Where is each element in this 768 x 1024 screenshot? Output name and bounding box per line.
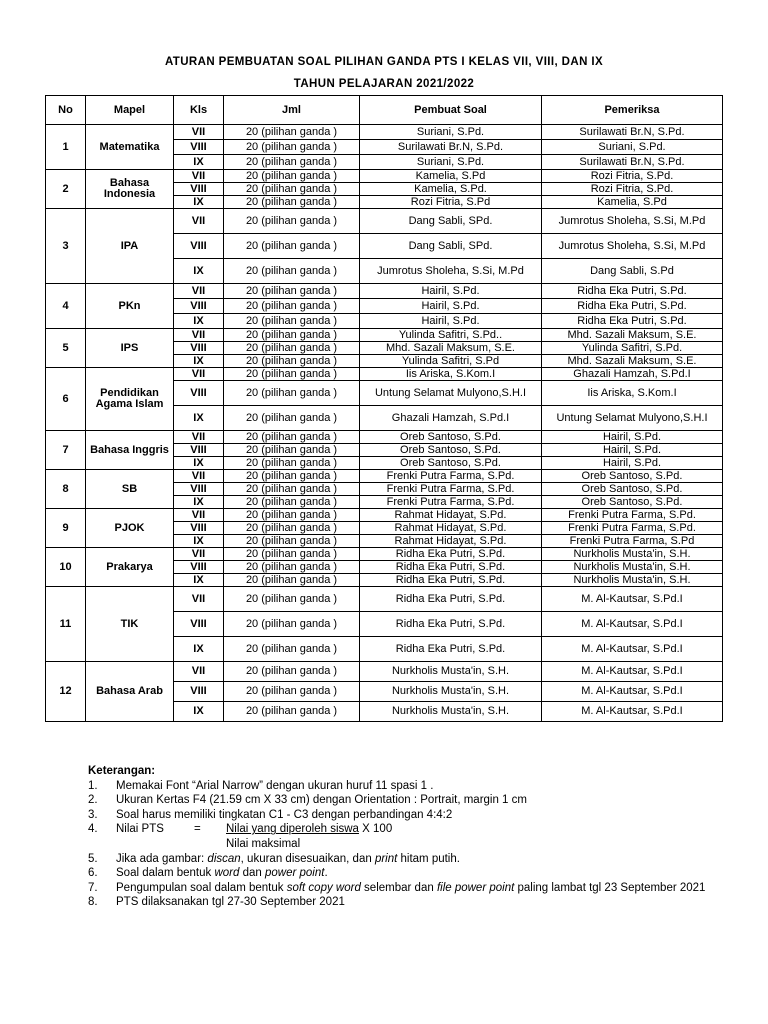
cell-jml: 20 (pilihan ganda ) — [224, 299, 360, 314]
cell-pemeriksa: Ridha Eka Putri, S.Pd. — [542, 299, 723, 314]
cell-pemeriksa: Hairil, S.Pd. — [542, 444, 723, 457]
cell-pemeriksa: Jumrotus Sholeha, S.Si, M.Pd — [542, 209, 723, 234]
cell-jml: 20 (pilihan ganda ) — [224, 406, 360, 431]
cell-pembuat-soal: Surilawati Br.N, S.Pd. — [360, 140, 542, 155]
cell-kls: IX — [174, 535, 224, 548]
cell-pemeriksa: Ridha Eka Putri, S.Pd. — [542, 314, 723, 329]
header-pembuat-soal: Pembuat Soal — [360, 96, 542, 125]
note-text-italic: word — [214, 867, 240, 880]
cell-pembuat-soal: Frenki Putra Farma, S.Pd. — [360, 470, 542, 483]
note-text-part: selembar dan — [360, 881, 437, 894]
cell-pemeriksa: Nurkholis Musta'in, S.H. — [542, 561, 723, 574]
cell-pembuat-soal: Kamelia, S.Pd — [360, 170, 542, 183]
cell-mapel: Bahasa Indonesia — [86, 170, 174, 209]
cell-pembuat-soal: Oreb Santoso, S.Pd. — [360, 431, 542, 444]
formula-multiplier: X 100 — [362, 823, 393, 836]
cell-no: 6 — [46, 368, 86, 431]
note-text-part: paling lambat tgl 23 September 2021 — [514, 881, 706, 894]
note-number: 6. — [88, 867, 98, 880]
note-text-italic: power point — [264, 867, 325, 880]
cell-kls: VIII — [174, 381, 224, 406]
cell-pemeriksa: Dang Sabli, S.Pd — [542, 259, 723, 284]
cell-kls: IX — [174, 196, 224, 209]
cell-pemeriksa: Hairil, S.Pd. — [542, 457, 723, 470]
cell-no: 7 — [46, 431, 86, 470]
cell-jml: 20 (pilihan ganda ) — [224, 125, 360, 140]
rules-table — [45, 95, 723, 722]
note-item — [88, 881, 728, 896]
cell-jml: 20 (pilihan ganda ) — [224, 209, 360, 234]
cell-kls: VII — [174, 431, 224, 444]
cell-no: 3 — [46, 209, 86, 284]
table-row — [46, 662, 723, 682]
document-subtitle: TAHUN PELAJARAN 2021/2022 — [293, 78, 475, 90]
note-text-italic: print — [374, 852, 398, 865]
cell-pemeriksa: M. Al-Kautsar, S.Pd.I — [542, 702, 723, 722]
cell-pembuat-soal: Untung Selamat Mulyono,S.H.I — [360, 381, 542, 406]
note-text-italic: file power point — [436, 881, 515, 894]
cell-pembuat-soal: Ridha Eka Putri, S.Pd. — [360, 612, 542, 637]
cell-mapel: Bahasa Inggris — [86, 431, 174, 470]
cell-jml: 20 (pilihan ganda ) — [224, 431, 360, 444]
cell-pemeriksa: M. Al-Kautsar, S.Pd.I — [542, 682, 723, 702]
cell-jml: 20 (pilihan ganda ) — [224, 548, 360, 561]
cell-kls: IX — [174, 355, 224, 368]
table-header-row — [46, 96, 723, 125]
cell-pemeriksa: Nurkholis Musta'in, S.H. — [542, 548, 723, 561]
cell-no: 8 — [46, 470, 86, 509]
note-number: 8. — [88, 896, 98, 909]
cell-kls: IX — [174, 259, 224, 284]
cell-pembuat-soal: Oreb Santoso, S.Pd. — [360, 444, 542, 457]
cell-kls: VII — [174, 125, 224, 140]
cell-kls: VIII — [174, 522, 224, 535]
cell-pemeriksa: Hairil, S.Pd. — [542, 431, 723, 444]
cell-no: 9 — [46, 509, 86, 548]
cell-pemeriksa: Rozi Fitria, S.Pd. — [542, 170, 723, 183]
formula-label: Nilai PTS — [116, 823, 164, 836]
cell-kls: IX — [174, 574, 224, 587]
cell-pembuat-soal: Nurkholis Musta'in, S.H. — [360, 702, 542, 722]
cell-jml: 20 (pilihan ganda ) — [224, 155, 360, 170]
cell-kls: VIII — [174, 444, 224, 457]
cell-pemeriksa: Rozi Fitria, S.Pd. — [542, 183, 723, 196]
note-item-formula — [88, 822, 728, 851]
cell-jml: 20 (pilihan ganda ) — [224, 170, 360, 183]
cell-mapel: Bahasa Arab — [86, 662, 174, 722]
header-kls: Kls — [174, 96, 224, 125]
cell-pembuat-soal: Nurkholis Musta'in, S.H. — [360, 662, 542, 682]
cell-pembuat-soal: Mhd. Sazali Maksum, S.E. — [360, 342, 542, 355]
cell-jml: 20 (pilihan ganda ) — [224, 183, 360, 196]
cell-pembuat-soal: Frenki Putra Farma, S.Pd. — [360, 496, 542, 509]
cell-jml: 20 (pilihan ganda ) — [224, 612, 360, 637]
note-text-part: . — [324, 867, 328, 880]
cell-kls: IX — [174, 155, 224, 170]
cell-no: 12 — [46, 662, 86, 722]
note-item — [88, 779, 728, 794]
note-item — [88, 793, 728, 808]
cell-pembuat-soal: Oreb Santoso, S.Pd. — [360, 457, 542, 470]
table-row — [46, 170, 723, 183]
header-mapel: Mapel — [86, 96, 174, 125]
cell-kls: VIII — [174, 234, 224, 259]
cell-mapel: IPA — [86, 209, 174, 284]
cell-pembuat-soal: Iis Ariska, S.Kom.I — [360, 368, 542, 381]
cell-pembuat-soal: Dang Sabli, SPd. — [360, 234, 542, 259]
formula-denominator: Nilai maksimal — [226, 837, 301, 850]
note-number: 7. — [88, 881, 98, 894]
note-text-italic: discan — [207, 852, 241, 865]
cell-jml: 20 (pilihan ganda ) — [224, 444, 360, 457]
cell-pemeriksa: Mhd. Sazali Maksum, S.E. — [542, 355, 723, 368]
notes-section — [88, 764, 728, 910]
cell-pemeriksa: Oreb Santoso, S.Pd. — [542, 470, 723, 483]
cell-pembuat-soal: Rozi Fitria, S.Pd — [360, 196, 542, 209]
note-number: 5. — [88, 852, 98, 865]
note-text-part: hitam putih. — [397, 852, 460, 865]
cell-mapel: IPS — [86, 329, 174, 368]
cell-pemeriksa: Nurkholis Musta'in, S.H. — [542, 574, 723, 587]
cell-kls: VII — [174, 170, 224, 183]
cell-pembuat-soal: Rahmat Hidayat, S.Pd. — [360, 535, 542, 548]
cell-mapel: Prakarya — [86, 548, 174, 587]
cell-jml: 20 (pilihan ganda ) — [224, 535, 360, 548]
cell-pembuat-soal: Hairil, S.Pd. — [360, 299, 542, 314]
cell-pembuat-soal: Rahmat Hidayat, S.Pd. — [360, 522, 542, 535]
cell-pembuat-soal: Ridha Eka Putri, S.Pd. — [360, 574, 542, 587]
table-row — [46, 209, 723, 234]
cell-pemeriksa: Ghazali Hamzah, S.Pd.I — [542, 368, 723, 381]
note-text-part: Soal dalam bentuk — [116, 867, 215, 880]
cell-mapel: PJOK — [86, 509, 174, 548]
cell-pemeriksa: Oreb Santoso, S.Pd. — [542, 496, 723, 509]
note-text-italic: soft copy word — [286, 881, 361, 894]
cell-jml: 20 (pilihan ganda ) — [224, 561, 360, 574]
notes-heading: Keterangan: — [88, 765, 156, 777]
cell-jml: 20 (pilihan ganda ) — [224, 637, 360, 662]
cell-pembuat-soal: Ridha Eka Putri, S.Pd. — [360, 561, 542, 574]
cell-pembuat-soal: Hairil, S.Pd. — [360, 314, 542, 329]
note-item — [88, 852, 728, 867]
header-pemeriksa: Pemeriksa — [542, 96, 723, 125]
note-text-part: dan — [239, 867, 265, 880]
cell-no: 4 — [46, 284, 86, 329]
cell-jml: 20 (pilihan ganda ) — [224, 381, 360, 406]
cell-kls: IX — [174, 457, 224, 470]
cell-kls: VII — [174, 509, 224, 522]
cell-jml: 20 (pilihan ganda ) — [224, 284, 360, 299]
formula-fraction — [226, 822, 359, 851]
cell-mapel: Pendidikan Agama Islam — [86, 368, 174, 431]
cell-pemeriksa: M. Al-Kautsar, S.Pd.I — [542, 612, 723, 637]
cell-pemeriksa: Kamelia, S.Pd — [542, 196, 723, 209]
formula-numerator: Nilai yang diperoleh siswa — [226, 823, 359, 836]
cell-kls: IX — [174, 637, 224, 662]
cell-pembuat-soal: Nurkholis Musta'in, S.H. — [360, 682, 542, 702]
table-body — [46, 125, 723, 722]
cell-kls: VII — [174, 329, 224, 342]
cell-jml: 20 (pilihan ganda ) — [224, 522, 360, 535]
cell-pembuat-soal: Ridha Eka Putri, S.Pd. — [360, 637, 542, 662]
cell-kls: VIII — [174, 299, 224, 314]
cell-pemeriksa: Frenki Putra Farma, S.Pd. — [542, 522, 723, 535]
table-row — [46, 470, 723, 483]
cell-jml: 20 (pilihan ganda ) — [224, 574, 360, 587]
cell-pemeriksa: Frenki Putra Farma, S.Pd — [542, 535, 723, 548]
cell-jml: 20 (pilihan ganda ) — [224, 368, 360, 381]
cell-pemeriksa: M. Al-Kautsar, S.Pd.I — [542, 637, 723, 662]
cell-pemeriksa: M. Al-Kautsar, S.Pd.I — [542, 662, 723, 682]
cell-pemeriksa: Ridha Eka Putri, S.Pd. — [542, 284, 723, 299]
cell-kls: VII — [174, 284, 224, 299]
note-item — [88, 808, 728, 823]
cell-jml: 20 (pilihan ganda ) — [224, 702, 360, 722]
cell-jml: 20 (pilihan ganda ) — [224, 196, 360, 209]
table-row — [46, 509, 723, 522]
cell-jml: 20 (pilihan ganda ) — [224, 509, 360, 522]
cell-mapel: Matematika — [86, 125, 174, 170]
cell-pembuat-soal: Frenki Putra Farma, S.Pd. — [360, 483, 542, 496]
cell-kls: VII — [174, 368, 224, 381]
header-jml: Jml — [224, 96, 360, 125]
table-row — [46, 431, 723, 444]
note-text: Soal harus memiliki tingkatan C1 - C3 dengan perbandingan 4:4:2 — [116, 808, 453, 821]
cell-kls: VII — [174, 470, 224, 483]
cell-pemeriksa: Mhd. Sazali Maksum, S.E. — [542, 329, 723, 342]
cell-kls: VIII — [174, 612, 224, 637]
table-row — [46, 125, 723, 140]
cell-kls: VIII — [174, 183, 224, 196]
cell-jml: 20 (pilihan ganda ) — [224, 587, 360, 612]
note-number: 2. — [88, 794, 98, 807]
cell-pembuat-soal: Yulinda Safitri, S.Pd — [360, 355, 542, 368]
cell-jml: 20 (pilihan ganda ) — [224, 483, 360, 496]
cell-jml: 20 (pilihan ganda ) — [224, 140, 360, 155]
table-row — [46, 368, 723, 381]
cell-pembuat-soal: Ridha Eka Putri, S.Pd. — [360, 548, 542, 561]
note-text: Memakai Font “Arial Narrow” dengan ukuran huruf 11 spasi 1 . — [116, 779, 434, 792]
cell-kls: IX — [174, 702, 224, 722]
note-text-part: Jika ada gambar: — [116, 852, 208, 865]
cell-mapel: SB — [86, 470, 174, 509]
cell-jml: 20 (pilihan ganda ) — [224, 259, 360, 284]
table-row — [46, 587, 723, 612]
cell-pemeriksa: Yulinda Safitri, S.Pd. — [542, 342, 723, 355]
cell-kls: IX — [174, 496, 224, 509]
cell-pemeriksa: Iis Ariska, S.Kom.I — [542, 381, 723, 406]
cell-kls: VIII — [174, 561, 224, 574]
header-no: No — [46, 96, 86, 125]
cell-no: 1 — [46, 125, 86, 170]
cell-pembuat-soal: Jumrotus Sholeha, S.Si, M.Pd — [360, 259, 542, 284]
cell-pemeriksa: Oreb Santoso, S.Pd. — [542, 483, 723, 496]
cell-pemeriksa: Frenki Putra Farma, S.Pd. — [542, 509, 723, 522]
cell-kls: IX — [174, 314, 224, 329]
cell-pembuat-soal: Yulinda Safitri, S.Pd.. — [360, 329, 542, 342]
cell-kls: VIII — [174, 140, 224, 155]
cell-pembuat-soal: Dang Sabli, SPd. — [360, 209, 542, 234]
cell-kls: VIII — [174, 483, 224, 496]
cell-jml: 20 (pilihan ganda ) — [224, 355, 360, 368]
table-row — [46, 284, 723, 299]
note-number: 4. — [88, 823, 98, 836]
cell-jml: 20 (pilihan ganda ) — [224, 329, 360, 342]
cell-jml: 20 (pilihan ganda ) — [224, 662, 360, 682]
note-number: 1. — [88, 779, 98, 792]
cell-pembuat-soal: Suriani, S.Pd. — [360, 125, 542, 140]
cell-pembuat-soal: Rahmat Hidayat, S.Pd. — [360, 509, 542, 522]
cell-no: 10 — [46, 548, 86, 587]
table-row — [46, 548, 723, 561]
note-text-part: Pengumpulan soal dalam bentuk — [116, 881, 287, 894]
cell-pemeriksa: M. Al-Kautsar, S.Pd.I — [542, 587, 723, 612]
cell-jml: 20 (pilihan ganda ) — [224, 682, 360, 702]
cell-pembuat-soal: Ghazali Hamzah, S.Pd.I — [360, 406, 542, 431]
cell-pembuat-soal: Hairil, S.Pd. — [360, 284, 542, 299]
note-item — [88, 895, 728, 910]
cell-kls: VII — [174, 548, 224, 561]
cell-kls: VIII — [174, 342, 224, 355]
note-text: PTS dilaksanakan tgl 27-30 September 2021 — [116, 896, 345, 909]
cell-pemeriksa: Surilawati Br.N, S.Pd. — [542, 155, 723, 170]
document-title: ATURAN PEMBUATAN SOAL PILIHAN GANDA PTS I KELAS VII, VIII, DAN IX — [164, 56, 604, 68]
cell-pemeriksa: Untung Selamat Mulyono,S.H.I — [542, 406, 723, 431]
formula-equals: = — [194, 823, 201, 836]
cell-pembuat-soal: Ridha Eka Putri, S.Pd. — [360, 587, 542, 612]
note-item — [88, 866, 728, 881]
cell-pemeriksa: Jumrotus Sholeha, S.Si, M.Pd — [542, 234, 723, 259]
cell-no: 5 — [46, 329, 86, 368]
cell-kls: VII — [174, 662, 224, 682]
cell-no: 11 — [46, 587, 86, 662]
note-number: 3. — [88, 808, 98, 821]
cell-kls: VII — [174, 209, 224, 234]
cell-mapel: PKn — [86, 284, 174, 329]
cell-jml: 20 (pilihan ganda ) — [224, 496, 360, 509]
cell-pemeriksa: Surilawati Br.N, S.Pd. — [542, 125, 723, 140]
cell-pembuat-soal: Kamelia, S.Pd. — [360, 183, 542, 196]
cell-kls: IX — [174, 406, 224, 431]
cell-pemeriksa: Suriani, S.Pd. — [542, 140, 723, 155]
note-text-part: , ukuran disesuaikan, dan — [240, 852, 375, 865]
cell-pembuat-soal: Suriani, S.Pd. — [360, 155, 542, 170]
cell-no: 2 — [46, 170, 86, 209]
note-text: Ukuran Kertas F4 (21.59 cm X 33 cm) dengan Orientation : Portrait, margin 1 cm — [116, 794, 527, 807]
cell-jml: 20 (pilihan ganda ) — [224, 470, 360, 483]
cell-jml: 20 (pilihan ganda ) — [224, 342, 360, 355]
cell-jml: 20 (pilihan ganda ) — [224, 314, 360, 329]
table-row — [46, 329, 723, 342]
cell-jml: 20 (pilihan ganda ) — [224, 457, 360, 470]
cell-kls: VIII — [174, 682, 224, 702]
cell-mapel: TIK — [86, 587, 174, 662]
cell-kls: VII — [174, 587, 224, 612]
cell-jml: 20 (pilihan ganda ) — [224, 234, 360, 259]
